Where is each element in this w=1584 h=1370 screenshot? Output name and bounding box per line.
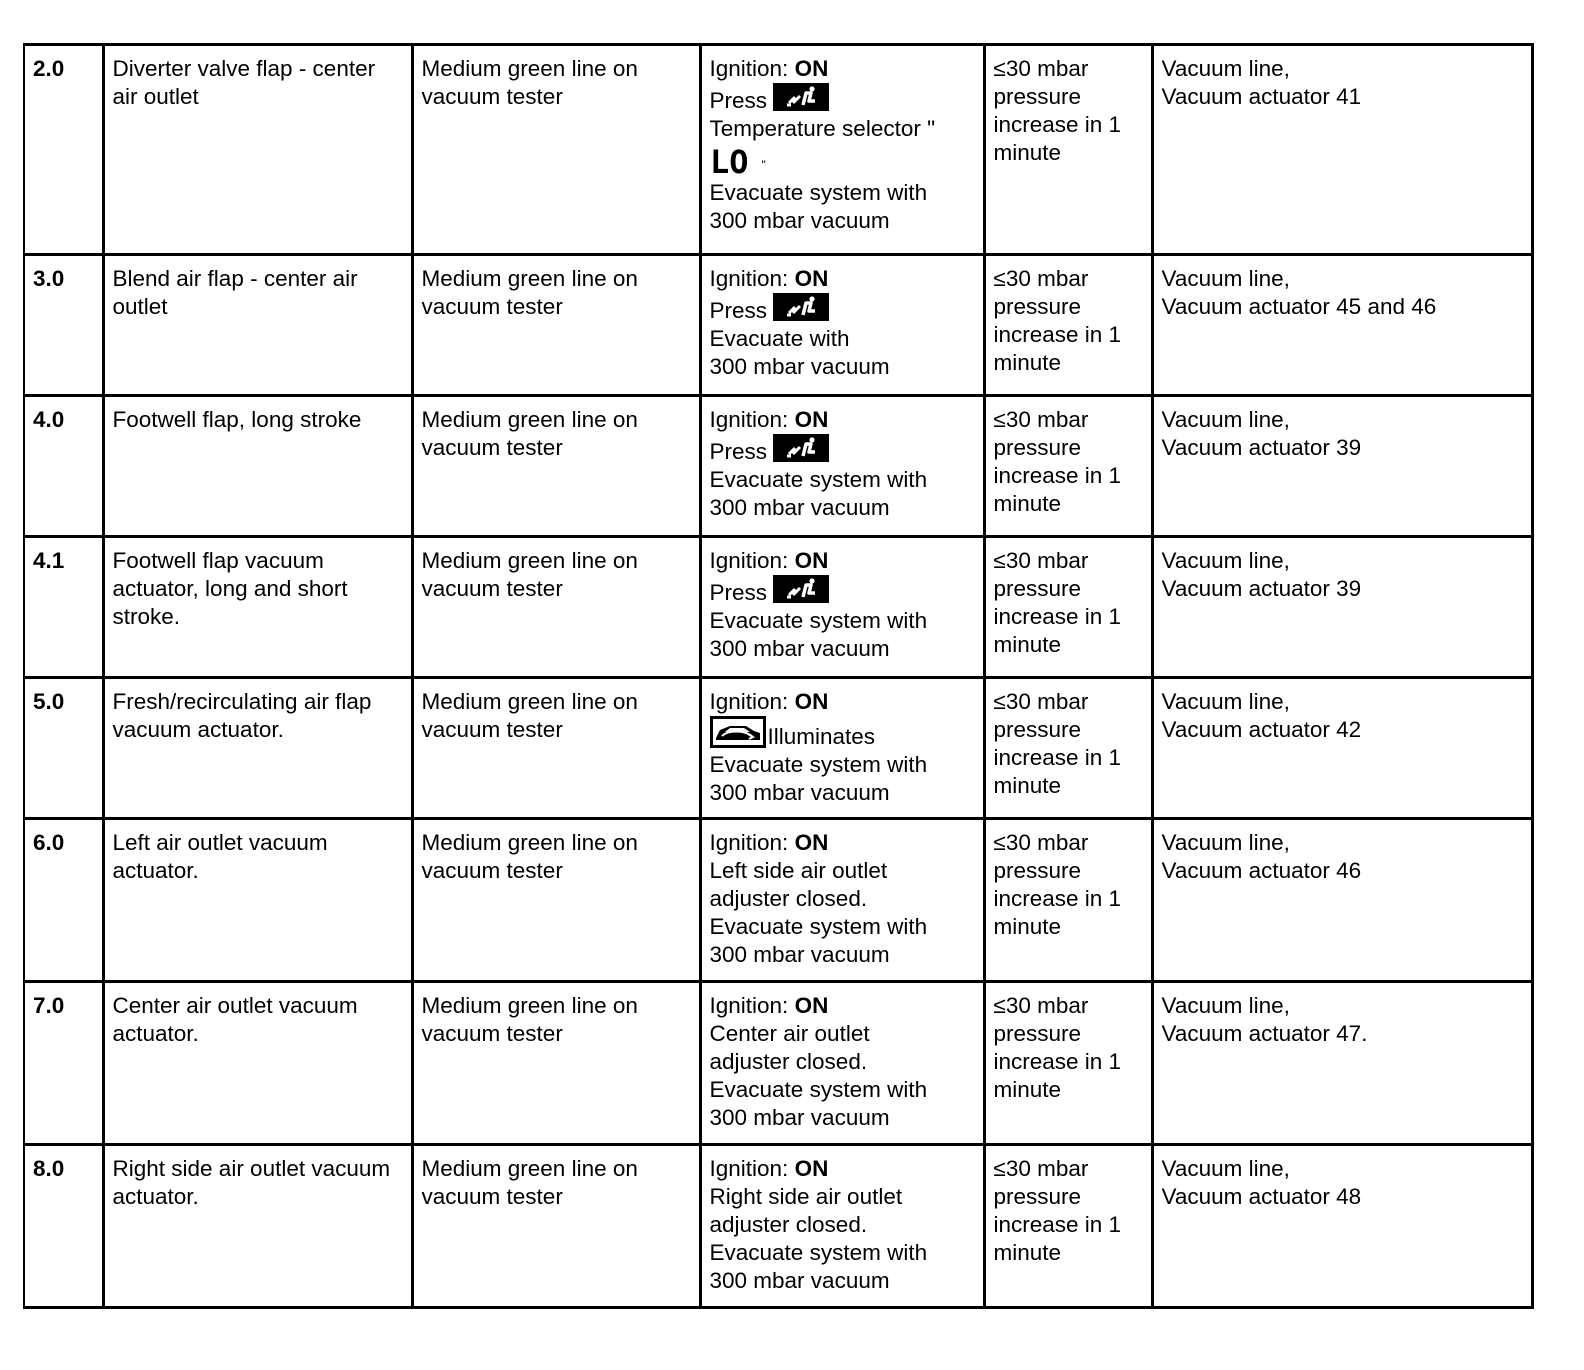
connection-cell (412, 1145, 700, 1308)
cause-line-2: Vacuum actuator 48 (1161, 1184, 1362, 1209)
evacuate-line-2: 300 mbar vacuum (709, 942, 890, 967)
step-number-cell (24, 255, 103, 396)
ignition-label: Ignition: (709, 56, 795, 81)
cause-line-1: Vacuum line, (1161, 407, 1290, 432)
conditions-cell (700, 982, 984, 1145)
cause-line-1: Vacuum line, (1161, 56, 1290, 81)
ignition-value: ON (794, 407, 829, 432)
cause-cell (1152, 678, 1532, 819)
component-text: Left air outlet vacuum actuator. (112, 830, 328, 883)
spec-cell (984, 255, 1152, 396)
ignition-value: ON (794, 993, 829, 1018)
ignition-label: Ignition: (709, 689, 795, 714)
evacuate-line-2: 300 mbar vacuum (709, 354, 890, 379)
connection-cell (412, 45, 700, 255)
ignition-line (710, 829, 977, 857)
press-line (710, 83, 977, 115)
cause-line-1: Vacuum line, (1161, 689, 1290, 714)
table-row (24, 819, 1532, 982)
ignition-line (710, 406, 977, 434)
conditions-cell (700, 45, 984, 255)
press-line (710, 434, 977, 466)
press-label: Press (709, 298, 768, 323)
condition-line-1: Left side air outlet (709, 858, 888, 883)
cause-line-2: Vacuum actuator 41 (1161, 84, 1362, 109)
ignition-line (710, 688, 977, 716)
evacuate-line-2: 300 mbar vacuum (709, 208, 890, 233)
table-row (24, 537, 1532, 678)
connection-text: Medium green line on vacuum tester (421, 1156, 638, 1209)
cause-cell (1152, 982, 1532, 1145)
press-label: Press (709, 439, 768, 464)
step-number-cell (24, 45, 103, 255)
connection-text: Medium green line on vacuum tester (421, 689, 638, 742)
table-row (24, 255, 1532, 396)
table-row (24, 396, 1532, 537)
connection-cell (412, 982, 700, 1145)
cause-cell (1152, 255, 1532, 396)
footwell-button-icon (773, 575, 829, 603)
evacuate-line-1: Evacuate system with (709, 1077, 928, 1102)
cause-line-2: Vacuum actuator 39 (1161, 576, 1362, 601)
spec-text: ≤30 mbar pressure increase in 1 minute (993, 1156, 1122, 1265)
evacuate-line-1: Evacuate with (709, 326, 850, 351)
lo-display-text: LO (709, 143, 749, 177)
ignition-label: Ignition: (709, 407, 795, 432)
evacuate-line-2: 300 mbar vacuum (709, 495, 890, 520)
condition-line-2: adjuster closed. (709, 1212, 868, 1237)
press-label: Press (709, 88, 768, 113)
vacuum-test-table (23, 43, 1534, 1309)
ignition-value: ON (794, 689, 829, 714)
ignition-line (710, 265, 977, 293)
cause-line-2: Vacuum actuator 39 (1161, 435, 1362, 460)
component-text: Footwell flap, long stroke (112, 407, 362, 432)
spec-text: ≤30 mbar pressure increase in 1 minute (993, 266, 1122, 375)
temp-selector-label: Temperature selector " (709, 116, 936, 141)
connection-text: Medium green line on vacuum tester (421, 407, 638, 460)
cause-line-2: Vacuum actuator 45 and 46 (1161, 294, 1437, 319)
evacuate-line-2: 300 mbar vacuum (709, 1105, 890, 1130)
ignition-line (710, 1155, 977, 1183)
component-cell (103, 678, 412, 819)
spec-text: ≤30 mbar pressure increase in 1 minute (993, 993, 1122, 1102)
spec-cell (984, 678, 1152, 819)
ignition-label: Ignition: (709, 830, 795, 855)
lo-display-icon (710, 143, 762, 177)
ignition-line (710, 992, 977, 1020)
component-cell (103, 1145, 412, 1308)
component-text: Center air outlet vacuum actuator. (112, 993, 358, 1046)
conditions-cell (700, 678, 984, 819)
component-text: Footwell flap vacuum actuator, long and short stroke. (112, 548, 348, 629)
step-number: 8.0 (33, 1156, 65, 1181)
component-text: Diverter valve flap - center air outlet (112, 56, 376, 109)
component-cell (103, 982, 412, 1145)
cause-line-2: Vacuum actuator 46 (1161, 858, 1362, 883)
component-text: Right side air outlet vacuum actuator. (112, 1156, 391, 1209)
ignition-label: Ignition: (709, 1156, 795, 1181)
cause-cell (1152, 396, 1532, 537)
ignition-value: ON (794, 266, 829, 291)
condition-line-1: Right side air outlet (709, 1184, 903, 1209)
footwell-button-icon (773, 434, 829, 462)
component-text: Fresh/recirculating air flap vacuum actuator. (112, 689, 372, 742)
spec-text: ≤30 mbar pressure increase in 1 minute (993, 56, 1122, 165)
connection-text: Medium green line on vacuum tester (421, 993, 638, 1046)
ignition-label: Ignition: (709, 266, 795, 291)
component-text: Blend air flap - center air outlet (112, 266, 358, 319)
cause-line-1: Vacuum line, (1161, 548, 1290, 573)
press-line (710, 575, 977, 607)
footwell-button-icon (773, 293, 829, 321)
conditions-cell (700, 537, 984, 678)
step-number: 5.0 (33, 689, 65, 714)
spec-text: ≤30 mbar pressure increase in 1 minute (993, 689, 1122, 798)
step-number: 4.0 (33, 407, 65, 432)
component-cell (103, 396, 412, 537)
connection-text: Medium green line on vacuum tester (421, 56, 638, 109)
cause-cell (1152, 819, 1532, 982)
connection-cell (412, 678, 700, 819)
condition-line-1: Center air outlet (709, 1021, 870, 1046)
cause-line-1: Vacuum line, (1161, 993, 1290, 1018)
ignition-value: ON (794, 1156, 829, 1181)
ignition-line (710, 547, 977, 575)
condition-line-2: adjuster closed. (709, 886, 868, 911)
component-cell (103, 45, 412, 255)
cause-cell (1152, 1145, 1532, 1308)
ignition-line (710, 55, 977, 83)
cause-line-1: Vacuum line, (1161, 1156, 1290, 1181)
conditions-cell (700, 396, 984, 537)
recirculation-icon (710, 716, 766, 748)
step-number-cell (24, 1145, 103, 1308)
component-cell (103, 255, 412, 396)
connection-cell (412, 255, 700, 396)
temp-close-quote: " (761, 158, 766, 172)
component-cell (103, 819, 412, 982)
press-line (710, 293, 977, 325)
evacuate-line-2: 300 mbar vacuum (709, 636, 890, 661)
evacuate-line-2: 300 mbar vacuum (709, 1268, 890, 1293)
evacuate-line-1: Evacuate system with (709, 180, 928, 205)
spec-cell (984, 1145, 1152, 1308)
table-row (24, 982, 1532, 1145)
spec-cell (984, 819, 1152, 982)
step-number: 4.1 (33, 548, 65, 573)
cause-cell (1152, 537, 1532, 678)
spec-text: ≤30 mbar pressure increase in 1 minute (993, 407, 1122, 516)
connection-cell (412, 537, 700, 678)
ignition-value: ON (794, 830, 829, 855)
conditions-cell (700, 255, 984, 396)
connection-text: Medium green line on vacuum tester (421, 266, 638, 319)
table-row (24, 678, 1532, 819)
cause-line-1: Vacuum line, (1161, 830, 1290, 855)
step-number: 3.0 (33, 266, 65, 291)
spec-cell (984, 45, 1152, 255)
step-number: 6.0 (33, 830, 65, 855)
evacuate-line-1: Evacuate system with (709, 914, 928, 939)
cause-line-1: Vacuum line, (1161, 266, 1290, 291)
step-number-cell (24, 982, 103, 1145)
spec-text: ≤30 mbar pressure increase in 1 minute (993, 548, 1122, 657)
table-row (24, 45, 1532, 255)
condition-line-2: adjuster closed. (709, 1049, 868, 1074)
ignition-label: Ignition: (709, 993, 795, 1018)
connection-cell (412, 396, 700, 537)
component-cell (103, 537, 412, 678)
press-label: Press (709, 580, 768, 605)
spec-cell (984, 982, 1152, 1145)
spec-text: ≤30 mbar pressure increase in 1 minute (993, 830, 1122, 939)
connection-text: Medium green line on vacuum tester (421, 830, 638, 883)
evacuate-line-1: Evacuate system with (709, 467, 928, 492)
step-number-cell (24, 537, 103, 678)
step-number: 7.0 (33, 993, 65, 1018)
evacuate-line-1: Evacuate system with (709, 1240, 928, 1265)
step-number-cell (24, 396, 103, 537)
spec-cell (984, 537, 1152, 678)
evacuate-line-1: Evacuate system with (709, 608, 928, 633)
ignition-label: Ignition: (709, 548, 795, 573)
cause-line-2: Vacuum actuator 47. (1161, 1021, 1368, 1046)
cause-line-2: Vacuum actuator 42 (1161, 717, 1362, 742)
ignition-value: ON (794, 56, 829, 81)
step-number-cell (24, 819, 103, 982)
conditions-cell (700, 1145, 984, 1308)
step-number-cell (24, 678, 103, 819)
spec-cell (984, 396, 1152, 537)
footwell-button-icon (773, 83, 829, 111)
ignition-value: ON (794, 548, 829, 573)
illuminates-label: Illuminates (767, 724, 876, 749)
cause-cell (1152, 45, 1532, 255)
temp-display-line (710, 143, 977, 179)
table-row (24, 1145, 1532, 1308)
illuminates-line (710, 716, 977, 751)
temp-selector-line (710, 115, 977, 143)
step-number: 2.0 (33, 56, 65, 81)
evacuate-line-2: 300 mbar vacuum (709, 780, 890, 805)
connection-cell (412, 819, 700, 982)
conditions-cell (700, 819, 984, 982)
connection-text: Medium green line on vacuum tester (421, 548, 638, 601)
evacuate-line-1: Evacuate system with (709, 752, 928, 777)
